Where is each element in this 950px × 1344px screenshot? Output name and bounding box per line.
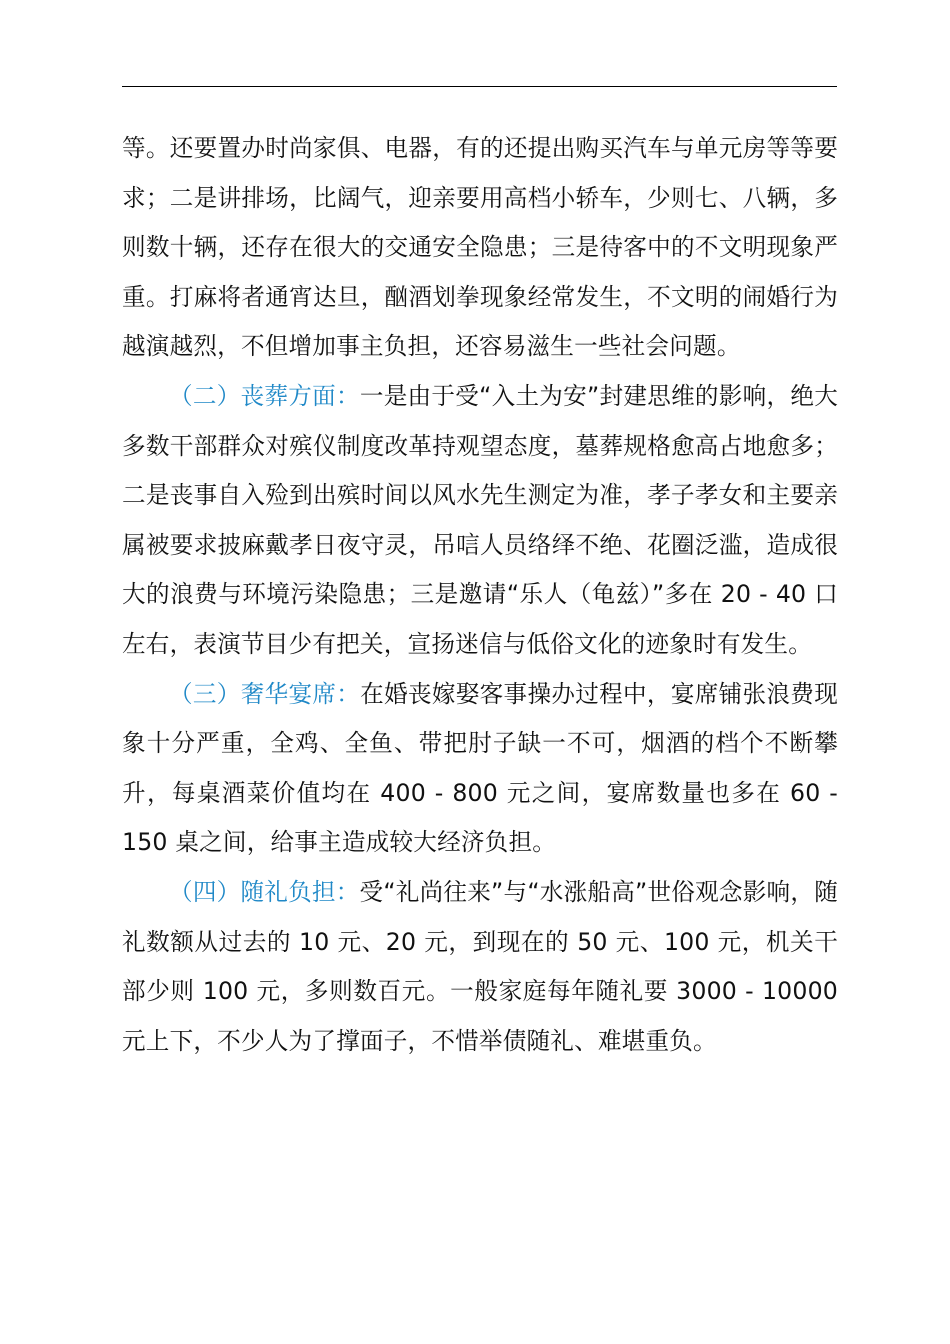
- paragraph-wedding-continued: [122, 124, 838, 372]
- paragraph-funeral: [122, 372, 838, 670]
- document-body: [122, 124, 838, 1066]
- paragraph-text: 一是由于受“入土为安”封建思维的影响，绝大多数干部群众对殡仪制度改革持观望态度，墓葬规格愈高占地愈多；二是丧事自入殓到出殡时间以风水先生测定为准，孝子孝女和主要亲属被要求披麻戴孝日夜守灵，吊唁人员络绎不绝、花圈泛滥，造成很大的浪费与环境污染隐患；三是邀请“乐人（龟兹）”多在 20 - 40 口左右，表演节目少有把关，宣扬迷信与低俗文化的迹象时有发生。: [122, 381, 838, 658]
- section-heading-banquet: （三）奢华宴席：: [169, 679, 361, 708]
- paragraph-text: 在婚丧嫁娶客事操办过程中，宴席铺张浪费现象十分严重，全鸡、全鱼、带把肘子缺一不可，烟酒的档个不断攀升，每桌酒菜价值均在 400 - 800 元之间，宴席数量也多在 60 - 150 桌之间，给事主造成较大经济负担。: [122, 679, 838, 857]
- paragraph-gift-burden: [122, 868, 838, 1066]
- paragraph-text: 等。还要置办时尚家俱、电器，有的还提出购买汽车与单元房等等要求；二是讲排场，比阔气，迎亲要用高档小轿车，少则七、八辆，多则数十辆，还存在很大的交通安全隐患；三是待客中的不文明现象严重。打麻将者通宵达旦，酗酒划拳现象经常发生，不文明的闹婚行为越演越烈，不但增加事主负担，还容易滋生一些社会问题。: [122, 134, 838, 361]
- section-heading-funeral: （二）丧葬方面：: [169, 381, 360, 410]
- section-heading-gift-burden: （四）随礼负担：: [169, 877, 360, 906]
- header-rule: [122, 86, 837, 87]
- paragraph-text: 受“礼尚往来”与“水涨船高”世俗观念影响，随礼数额从过去的 10 元、20 元，到现在的 50 元、100 元，机关干部少则 100 元，多则数百元。一般家庭每年随礼要 3000 - 10000 元上下，不少人为了撑面子，不惜举债随礼、难堪重负。: [122, 877, 838, 1055]
- paragraph-banquet: [122, 670, 838, 868]
